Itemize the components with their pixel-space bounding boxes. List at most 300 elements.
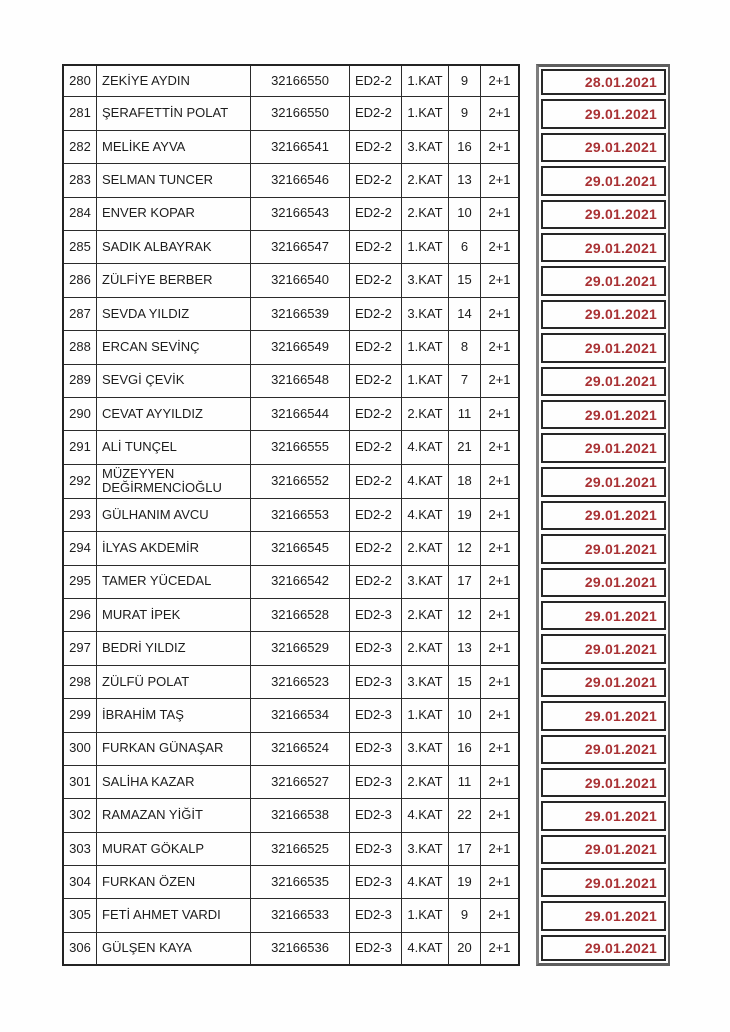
date-value: 29.01.2021 — [584, 473, 657, 490]
table-row — [62, 164, 670, 197]
person-name-cell: ZEKİYE AYDIN — [97, 66, 251, 97]
block-cell: ED2-3 — [350, 599, 402, 632]
date-box — [541, 601, 666, 630]
flat-number-cell: 19 — [449, 499, 481, 532]
flat-number-cell: 11 — [449, 398, 481, 431]
floor-cell: 1.KAT — [402, 331, 449, 364]
floor-cell: 1.KAT — [402, 97, 449, 130]
date-box — [541, 701, 666, 730]
person-name-cell: SELMAN TUNCER — [97, 164, 251, 197]
table-row — [62, 833, 670, 866]
table-row — [62, 198, 670, 231]
table-row-main-cells — [62, 465, 520, 499]
date-value: 29.01.2021 — [584, 273, 657, 290]
table-row-main-cells — [62, 499, 520, 532]
block-cell: ED2-2 — [350, 398, 402, 431]
date-cell — [536, 933, 670, 966]
flat-number-cell: 17 — [449, 833, 481, 866]
table-row — [62, 632, 670, 665]
flat-type-cell: 2+1 — [481, 131, 520, 164]
table-row-main-cells — [62, 97, 520, 130]
person-name-cell: SEVGİ ÇEVİK — [97, 365, 251, 398]
column-gap — [520, 64, 536, 97]
block-cell: ED2-3 — [350, 799, 402, 832]
person-name-cell: FURKAN ÖZEN — [97, 866, 251, 899]
floor-cell: 4.KAT — [402, 431, 449, 464]
date-cell — [536, 198, 670, 231]
table-row — [62, 264, 670, 297]
id-number-cell: 32166543 — [251, 198, 350, 231]
floor-cell: 4.KAT — [402, 799, 449, 832]
id-number-cell: 32166538 — [251, 799, 350, 832]
row-number-cell: 300 — [64, 733, 97, 766]
flat-number-cell: 9 — [449, 66, 481, 97]
row-number-cell: 305 — [64, 899, 97, 932]
row-number-cell: 304 — [64, 866, 97, 899]
table-row-main-cells — [62, 131, 520, 164]
id-number-cell: 32166550 — [251, 97, 350, 130]
flat-number-cell: 11 — [449, 766, 481, 799]
date-value: 29.01.2021 — [584, 574, 657, 591]
person-name-cell: GÜLHANIM AVCU — [97, 499, 251, 532]
row-number-cell: 284 — [64, 198, 97, 231]
floor-cell: 2.KAT — [402, 632, 449, 665]
column-gap — [520, 231, 536, 264]
date-box — [541, 367, 666, 396]
id-number-cell: 32166527 — [251, 766, 350, 799]
flat-type-cell: 2+1 — [481, 532, 520, 565]
floor-cell: 2.KAT — [402, 766, 449, 799]
flat-number-cell: 15 — [449, 264, 481, 297]
table-row — [62, 933, 670, 966]
date-cell — [536, 666, 670, 699]
date-cell — [536, 833, 670, 866]
flat-type-cell: 2+1 — [481, 566, 520, 599]
table-row-main-cells — [62, 431, 520, 464]
flat-type-cell: 2+1 — [481, 66, 520, 97]
id-number-cell: 32166535 — [251, 866, 350, 899]
column-gap — [520, 566, 536, 599]
person-name-cell: MURAT İPEK — [97, 599, 251, 632]
row-number-cell: 285 — [64, 231, 97, 264]
person-name-cell: İBRAHİM TAŞ — [97, 699, 251, 732]
table-row — [62, 365, 670, 398]
floor-cell: 4.KAT — [402, 499, 449, 532]
column-gap — [520, 532, 536, 565]
block-cell: ED2-3 — [350, 632, 402, 665]
column-gap — [520, 264, 536, 297]
block-cell: ED2-2 — [350, 66, 402, 97]
floor-cell: 2.KAT — [402, 164, 449, 197]
table-row-main-cells — [62, 766, 520, 799]
id-number-cell: 32166529 — [251, 632, 350, 665]
table-row — [62, 298, 670, 331]
floor-cell: 1.KAT — [402, 365, 449, 398]
date-box — [541, 433, 666, 462]
person-name-cell: ERCAN SEVİNÇ — [97, 331, 251, 364]
id-number-cell: 32166541 — [251, 131, 350, 164]
floor-cell: 4.KAT — [402, 866, 449, 899]
date-box — [541, 735, 666, 764]
flat-type-cell: 2+1 — [481, 298, 520, 331]
flat-type-cell: 2+1 — [481, 198, 520, 231]
flat-type-cell: 2+1 — [481, 331, 520, 364]
person-name-cell: ŞERAFETTİN POLAT — [97, 97, 251, 130]
flat-type-cell: 2+1 — [481, 499, 520, 532]
person-name-cell: GÜLŞEN KAYA — [97, 933, 251, 966]
date-value: 29.01.2021 — [584, 908, 657, 925]
flat-type-cell: 2+1 — [481, 465, 520, 499]
date-cell — [536, 499, 670, 532]
table-row-main-cells — [62, 198, 520, 231]
block-cell: ED2-2 — [350, 431, 402, 464]
date-cell — [536, 733, 670, 766]
date-box — [541, 835, 666, 864]
column-gap — [520, 365, 536, 398]
row-number-cell: 295 — [64, 566, 97, 599]
flat-number-cell: 8 — [449, 331, 481, 364]
table-row-main-cells — [62, 866, 520, 899]
date-box — [541, 501, 666, 530]
date-box — [541, 99, 666, 128]
date-box — [541, 901, 666, 930]
row-number-cell: 286 — [64, 264, 97, 297]
table-row-main-cells — [62, 298, 520, 331]
date-box — [541, 200, 666, 229]
date-cell — [536, 699, 670, 732]
flat-number-cell: 22 — [449, 799, 481, 832]
flat-number-cell: 12 — [449, 532, 481, 565]
person-name-cell: SADIK ALBAYRAK — [97, 231, 251, 264]
block-cell: ED2-2 — [350, 465, 402, 499]
floor-cell: 1.KAT — [402, 699, 449, 732]
table-row-main-cells — [62, 164, 520, 197]
flat-type-cell: 2+1 — [481, 365, 520, 398]
id-number-cell: 32166539 — [251, 298, 350, 331]
date-box — [541, 333, 666, 362]
person-name-cell: ZÜLFİYE BERBER — [97, 264, 251, 297]
row-number-cell: 288 — [64, 331, 97, 364]
table-row-main-cells — [62, 833, 520, 866]
date-cell — [536, 331, 670, 364]
row-number-cell: 283 — [64, 164, 97, 197]
date-cell — [536, 264, 670, 297]
column-gap — [520, 198, 536, 231]
table-row — [62, 499, 670, 532]
person-name-cell: İLYAS AKDEMİR — [97, 532, 251, 565]
flat-type-cell: 2+1 — [481, 264, 520, 297]
date-value: 29.01.2021 — [584, 106, 657, 123]
date-box — [541, 266, 666, 295]
id-number-cell: 32166544 — [251, 398, 350, 431]
date-cell — [536, 231, 670, 264]
id-number-cell: 32166553 — [251, 499, 350, 532]
floor-cell: 3.KAT — [402, 833, 449, 866]
date-cell — [536, 298, 670, 331]
date-box — [541, 300, 666, 329]
block-cell: ED2-2 — [350, 131, 402, 164]
table-row-main-cells — [62, 632, 520, 665]
flat-number-cell: 7 — [449, 365, 481, 398]
date-box — [541, 133, 666, 162]
flat-type-cell: 2+1 — [481, 398, 520, 431]
row-number-cell: 289 — [64, 365, 97, 398]
column-gap — [520, 164, 536, 197]
flat-type-cell: 2+1 — [481, 899, 520, 932]
table-row-main-cells — [62, 799, 520, 832]
date-box — [541, 568, 666, 597]
block-cell: ED2-2 — [350, 264, 402, 297]
flat-type-cell: 2+1 — [481, 833, 520, 866]
column-gap — [520, 699, 536, 732]
person-name-cell: MURAT GÖKALP — [97, 833, 251, 866]
table-row-main-cells — [62, 599, 520, 632]
table-row-main-cells — [62, 699, 520, 732]
date-box — [541, 801, 666, 830]
id-number-cell: 32166536 — [251, 933, 350, 966]
floor-cell: 3.KAT — [402, 666, 449, 699]
date-cell — [536, 632, 670, 665]
id-number-cell: 32166534 — [251, 699, 350, 732]
flat-type-cell: 2+1 — [481, 933, 520, 966]
block-cell: ED2-3 — [350, 866, 402, 899]
block-cell: ED2-3 — [350, 933, 402, 966]
person-name-cell: CEVAT AYYILDIZ — [97, 398, 251, 431]
flat-number-cell: 10 — [449, 198, 481, 231]
date-value: 29.01.2021 — [584, 707, 657, 724]
flat-number-cell: 10 — [449, 699, 481, 732]
date-value: 29.01.2021 — [584, 607, 657, 624]
block-cell: ED2-3 — [350, 899, 402, 932]
id-number-cell: 32166550 — [251, 66, 350, 97]
person-name-cell: ENVER KOPAR — [97, 198, 251, 231]
table-row — [62, 131, 670, 164]
date-value: 29.01.2021 — [584, 807, 657, 824]
date-value: 28.01.2021 — [584, 74, 657, 91]
table-row-main-cells — [62, 733, 520, 766]
floor-cell: 2.KAT — [402, 198, 449, 231]
block-cell: ED2-2 — [350, 532, 402, 565]
row-number-cell: 293 — [64, 499, 97, 532]
row-number-cell: 298 — [64, 666, 97, 699]
id-number-cell: 32166542 — [251, 566, 350, 599]
date-cell — [536, 164, 670, 197]
column-gap — [520, 833, 536, 866]
row-number-cell: 291 — [64, 431, 97, 464]
date-cell — [536, 899, 670, 932]
table-row-main-cells — [62, 532, 520, 565]
table-row — [62, 331, 670, 364]
id-number-cell: 32166545 — [251, 532, 350, 565]
table-row — [62, 398, 670, 431]
date-value: 29.01.2021 — [584, 507, 657, 524]
row-number-cell: 302 — [64, 799, 97, 832]
date-value: 29.01.2021 — [584, 172, 657, 189]
person-name-cell: BEDRİ YILDIZ — [97, 632, 251, 665]
date-box — [541, 534, 666, 563]
flat-number-cell: 21 — [449, 431, 481, 464]
date-value: 29.01.2021 — [584, 339, 657, 356]
block-cell: ED2-2 — [350, 97, 402, 130]
block-cell: ED2-3 — [350, 666, 402, 699]
date-cell — [536, 532, 670, 565]
column-gap — [520, 599, 536, 632]
flat-type-cell: 2+1 — [481, 632, 520, 665]
date-box — [541, 166, 666, 195]
row-number-cell: 280 — [64, 66, 97, 97]
floor-cell: 3.KAT — [402, 733, 449, 766]
row-number-cell: 290 — [64, 398, 97, 431]
date-cell — [536, 799, 670, 832]
flat-number-cell: 9 — [449, 899, 481, 932]
floor-cell: 3.KAT — [402, 298, 449, 331]
id-number-cell: 32166533 — [251, 899, 350, 932]
person-name-cell: TAMER YÜCEDAL — [97, 566, 251, 599]
flat-type-cell: 2+1 — [481, 699, 520, 732]
column-gap — [520, 331, 536, 364]
column-gap — [520, 733, 536, 766]
table-row — [62, 766, 670, 799]
column-gap — [520, 899, 536, 932]
flat-number-cell: 6 — [449, 231, 481, 264]
table-row-main-cells — [62, 566, 520, 599]
column-gap — [520, 499, 536, 532]
row-number-cell: 292 — [64, 465, 97, 499]
row-number-cell: 296 — [64, 599, 97, 632]
date-box — [541, 935, 666, 961]
date-box — [541, 868, 666, 897]
person-name-cell: FURKAN GÜNAŞAR — [97, 733, 251, 766]
column-gap — [520, 431, 536, 464]
row-number-cell: 306 — [64, 933, 97, 966]
date-cell — [536, 465, 670, 499]
table-row — [62, 566, 670, 599]
date-value: 29.01.2021 — [584, 674, 657, 691]
date-cell — [536, 64, 670, 97]
person-name-cell: ALİ TUNÇEL — [97, 431, 251, 464]
person-name-cell: ZÜLFÜ POLAT — [97, 666, 251, 699]
table-row — [62, 599, 670, 632]
flat-type-cell: 2+1 — [481, 599, 520, 632]
person-name-cell: SALİHA KAZAR — [97, 766, 251, 799]
person-name-cell: MÜZEYYEN DEĞİRMENCİOĞLU — [97, 465, 251, 499]
flat-type-cell: 2+1 — [481, 164, 520, 197]
date-cell — [536, 431, 670, 464]
block-cell: ED2-2 — [350, 365, 402, 398]
floor-cell: 2.KAT — [402, 398, 449, 431]
table-row — [62, 64, 670, 97]
date-value: 29.01.2021 — [584, 774, 657, 791]
row-number-cell: 281 — [64, 97, 97, 130]
flat-number-cell: 14 — [449, 298, 481, 331]
person-name-cell: SEVDA YILDIZ — [97, 298, 251, 331]
column-gap — [520, 766, 536, 799]
date-value: 29.01.2021 — [584, 373, 657, 390]
floor-cell: 3.KAT — [402, 264, 449, 297]
flat-type-cell: 2+1 — [481, 733, 520, 766]
table-row — [62, 666, 670, 699]
table-row — [62, 431, 670, 464]
flat-number-cell: 13 — [449, 164, 481, 197]
column-gap — [520, 666, 536, 699]
date-value: 29.01.2021 — [584, 406, 657, 423]
column-gap — [520, 465, 536, 499]
block-cell: ED2-2 — [350, 231, 402, 264]
floor-cell: 2.KAT — [402, 532, 449, 565]
flat-number-cell: 15 — [449, 666, 481, 699]
date-cell — [536, 131, 670, 164]
column-gap — [520, 799, 536, 832]
table-row-main-cells — [62, 666, 520, 699]
flat-number-cell: 20 — [449, 933, 481, 966]
id-number-cell: 32166524 — [251, 733, 350, 766]
date-value: 29.01.2021 — [584, 741, 657, 758]
flat-number-cell: 16 — [449, 131, 481, 164]
flat-type-cell: 2+1 — [481, 766, 520, 799]
floor-cell: 4.KAT — [402, 933, 449, 966]
flat-number-cell: 16 — [449, 733, 481, 766]
row-number-cell: 297 — [64, 632, 97, 665]
row-number-cell: 287 — [64, 298, 97, 331]
date-box — [541, 69, 666, 95]
date-cell — [536, 566, 670, 599]
person-name-cell: RAMAZAN YİĞİT — [97, 799, 251, 832]
table-row-main-cells — [62, 264, 520, 297]
row-number-cell: 299 — [64, 699, 97, 732]
date-box — [541, 467, 666, 497]
column-gap — [520, 866, 536, 899]
floor-cell: 1.KAT — [402, 231, 449, 264]
block-cell: ED2-3 — [350, 833, 402, 866]
table-row — [62, 866, 670, 899]
date-cell — [536, 766, 670, 799]
column-gap — [520, 131, 536, 164]
date-value: 29.01.2021 — [584, 641, 657, 658]
date-box — [541, 233, 666, 262]
date-value: 29.01.2021 — [584, 540, 657, 557]
block-cell: ED2-3 — [350, 766, 402, 799]
table-row-main-cells — [62, 899, 520, 932]
date-cell — [536, 365, 670, 398]
flat-type-cell: 2+1 — [481, 97, 520, 130]
floor-cell: 1.KAT — [402, 66, 449, 97]
id-number-cell: 32166528 — [251, 599, 350, 632]
date-cell — [536, 599, 670, 632]
date-box — [541, 768, 666, 797]
date-box — [541, 668, 666, 697]
date-value: 29.01.2021 — [584, 139, 657, 156]
table-rows-container — [62, 64, 670, 966]
flat-number-cell: 18 — [449, 465, 481, 499]
flat-number-cell: 9 — [449, 97, 481, 130]
block-cell: ED2-2 — [350, 164, 402, 197]
flat-number-cell: 19 — [449, 866, 481, 899]
date-box — [541, 400, 666, 429]
table-row-main-cells — [62, 933, 520, 966]
date-cell — [536, 866, 670, 899]
table-row — [62, 532, 670, 565]
table-row — [62, 231, 670, 264]
date-box — [541, 634, 666, 663]
table-row-main-cells — [62, 64, 520, 97]
flat-type-cell: 2+1 — [481, 866, 520, 899]
block-cell: ED2-2 — [350, 298, 402, 331]
table-row — [62, 899, 670, 932]
floor-cell: 4.KAT — [402, 465, 449, 499]
block-cell: ED2-2 — [350, 566, 402, 599]
block-cell: ED2-2 — [350, 198, 402, 231]
floor-cell: 2.KAT — [402, 599, 449, 632]
